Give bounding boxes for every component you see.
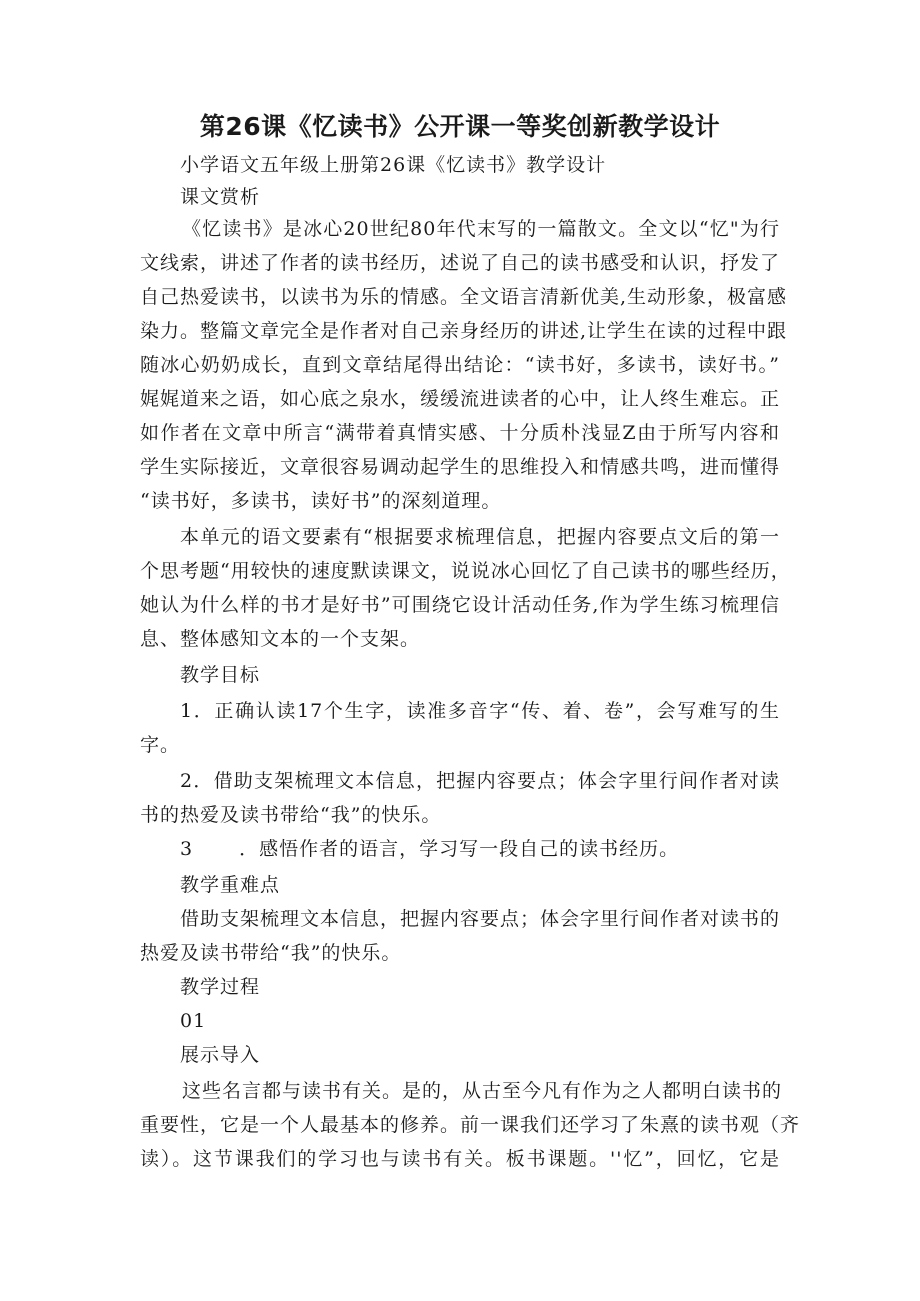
paragraph-line: 个思考题“用较快的速度默读课文，说说冰心回忆了自己读书的哪些经历，	[140, 560, 791, 582]
goal-item-1-continuation: 字。	[140, 734, 181, 756]
paragraph-line: 借助支架梳理文本信息，把握内容要点；体会字里行间作者对读书的	[180, 908, 781, 930]
paragraph-line: 如作者在文章中所言“满带着真情实感、十分质朴浅显Z由于所写内容和	[140, 422, 780, 444]
document-subtitle: 小学语文五年级上册第26课《忆读书》教学设计	[180, 154, 607, 176]
goal-item-1: 1．正确认读17个生字，读准多音字“传、着、卷”，会写难写的生	[180, 700, 780, 722]
step-title: 展示导入	[180, 1044, 261, 1066]
document-title: 第26课《忆读书》公开课一等奖创新教学设计	[199, 112, 721, 141]
paragraph-line: 重要性，它是一个人最基本的修养。前一课我们还学习了朱熹的读书观（齐	[140, 1114, 801, 1136]
section-heading-process: 教学过程	[180, 976, 261, 998]
paragraph-line: 自己热爱读书，以读书为乐的情感。全文语言清新优美,生动形象，极富感	[140, 286, 788, 308]
section-heading-appreciation: 课文赏析	[180, 186, 261, 208]
step-number: 01	[180, 1010, 207, 1032]
paragraph-line: 随冰心奶奶成长，直到文章结尾得出结论：“读书好，多读书，读好书。”	[140, 354, 780, 376]
paragraph-line: 染力。整篇文章完全是作者对自己亲身经历的讲述,让学生在读的过程中跟	[140, 320, 788, 342]
goal-item-3-number: 3	[180, 838, 194, 860]
paragraph-line: 读）。这节课我们的学习也与读书有关。板书课题。''忆”，回忆，它是	[140, 1148, 780, 1170]
paragraph-line: 息、整体感知文本的一个支架。	[140, 628, 421, 650]
paragraph-line: 本单元的语文要素有“根据要求梳理信息，把握内容要点文后的第一	[180, 526, 780, 548]
paragraph-line: “读书好，多读书，读好书”的深刻道理。	[140, 490, 502, 512]
goal-item-2: 2．借助支架梳理文本信息，把握内容要点；体会字里行间作者对读	[180, 770, 780, 792]
goal-item-2-continuation: 书的热爱及读书带给“我”的快乐。	[140, 804, 442, 826]
goal-item-3	[180, 836, 679, 862]
paragraph-line: 文线索，讲述了作者的读书经历，述说了自己的读书感受和认识，抒发了	[140, 252, 781, 274]
paragraph-line: 她认为什么样的书才是好书”可围绕它设计活动任务,作为学生练习梳理信	[140, 594, 780, 616]
section-heading-keypoints: 教学重难点	[180, 874, 281, 896]
section-heading-goals: 教学目标	[180, 664, 261, 686]
goal-item-3-text: ．感悟作者的语言，学习写一段自己的读书经历。	[239, 838, 680, 860]
paragraph-line: 热爱及读书带给“我”的快乐。	[140, 942, 402, 964]
paragraph-line: 这些名言都与读书有关。是的，从古至今凡有作为之人都明白读书的	[182, 1080, 783, 1102]
paragraph-line: 学生实际接近，文章很容易调动起学生的思维投入和情感共鸣，进而懂得	[140, 456, 781, 478]
paragraph-line: 《忆读书》是冰心20世纪80年代末写的一篇散文。全文以“忆"为行	[182, 218, 780, 240]
paragraph-line: 娓娓道来之语，如心底之泉水，缓缓流进读者的心中，让人终生难忘。正	[140, 388, 781, 410]
